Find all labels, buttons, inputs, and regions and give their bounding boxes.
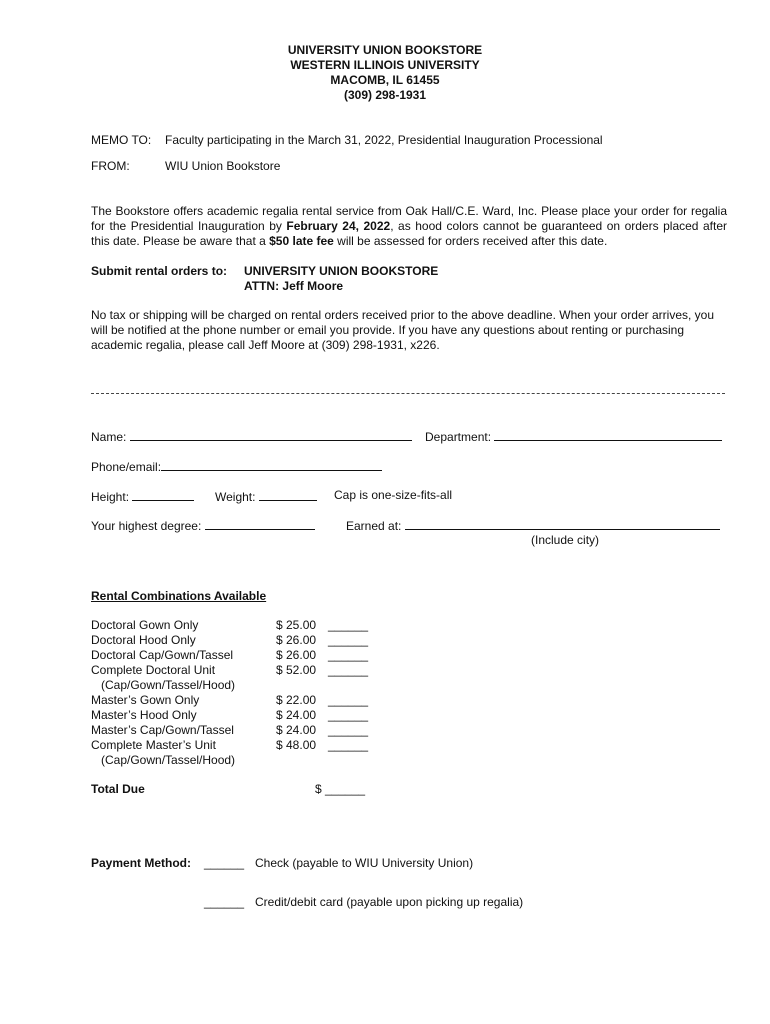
rental-item-label: Complete Doctoral Unit — [91, 663, 216, 677]
rental-item-price: $ 52.00 — [276, 663, 317, 677]
memo-from-value: WIU Union Bookstore — [165, 159, 281, 173]
weight-field[interactable] — [215, 488, 317, 504]
rental-item-quantity-blank[interactable]: ______ — [328, 693, 369, 707]
payment-check-option: Check (payable to WIU University Union) — [255, 856, 474, 870]
height-input-line[interactable] — [132, 488, 194, 501]
name-input-line[interactable] — [130, 428, 412, 441]
earned-at-input-line[interactable] — [405, 517, 720, 530]
rental-item-price: $ 22.00 — [276, 693, 317, 707]
phone-email-field[interactable] — [91, 458, 382, 474]
rental-item-label: Master’s Hood Only — [91, 708, 197, 722]
rental-item-label: Doctoral Gown Only — [91, 618, 199, 632]
department-input-line[interactable] — [494, 428, 722, 441]
memo-from-label: FROM: — [91, 159, 130, 173]
name-field[interactable] — [91, 428, 412, 444]
submit-label: Submit rental orders to: — [91, 264, 228, 278]
rental-item-quantity-blank[interactable]: ______ — [328, 648, 369, 662]
rental-item-price: $ 26.00 — [276, 633, 317, 647]
weight-input-line[interactable] — [259, 488, 317, 501]
rental-item-price: $ 25.00 — [276, 618, 317, 632]
header-line-3: MACOMB, IL 61455 — [330, 73, 440, 87]
rental-item-quantity-blank[interactable]: ______ — [328, 738, 369, 752]
rental-item-label: Doctoral Cap/Gown/Tassel — [91, 648, 234, 662]
rental-item-price: $ 26.00 — [276, 648, 317, 662]
cut-line-divider — [91, 393, 725, 394]
total-due-blank[interactable]: $ ______ — [315, 782, 366, 796]
cap-note: Cap is one-size-fits-all — [334, 488, 453, 502]
rental-item-label: Master’s Cap/Gown/Tassel — [91, 723, 234, 737]
memo-to-label: MEMO TO: — [91, 133, 152, 147]
include-city-note: (Include city) — [531, 533, 600, 547]
rental-item-label: Master’s Gown Only — [91, 693, 200, 707]
header-line-2: WESTERN ILLINOIS UNIVERSITY — [290, 58, 480, 72]
intro-text-1: The Bookstore offers academic regalia rental service from Oak Hall/C.E. Ward, Inc. Please place your order for regalia for the Presidential Inauguration by — [91, 204, 727, 233]
rental-item-quantity-blank[interactable]: ______ — [328, 633, 369, 647]
deadline-date: February 24, 2022 — [286, 219, 391, 233]
department-label: Department: — [425, 430, 492, 444]
header-line-4: (309) 298-1931 — [343, 88, 427, 102]
weight-label: Weight: — [215, 490, 256, 504]
phone-email-label: Phone/email: — [91, 460, 162, 474]
rental-item-sublabel: (Cap/Gown/Tassel/Hood) — [101, 753, 236, 767]
degree-label: Your highest degree: — [91, 519, 202, 533]
intro-text-2: , as hood colors cannot be guaranteed on orders placed after this date. Please be aware that a — [91, 219, 727, 248]
rental-item-quantity-blank[interactable]: ______ — [328, 618, 369, 632]
rental-item-price: $ 24.00 — [276, 723, 317, 737]
intro-paragraph — [91, 204, 727, 249]
earned-at-label: Earned at: — [346, 519, 402, 533]
header-line-1: UNIVERSITY UNION BOOKSTORE — [287, 43, 483, 57]
rental-item-label: Doctoral Hood Only — [91, 633, 196, 647]
late-fee: $50 late fee — [269, 234, 334, 248]
height-label: Height: — [91, 490, 130, 504]
rental-item-price: $ 24.00 — [276, 708, 317, 722]
rental-title: Rental Combinations Available — [91, 589, 267, 603]
memo-to-value: Faculty participating in the March 31, 2022, Presidential Inauguration Processional — [165, 133, 603, 147]
total-due-label: Total Due — [91, 782, 145, 796]
degree-field[interactable] — [91, 517, 315, 533]
name-label: Name: — [91, 430, 127, 444]
payment-check-blank[interactable]: ______ — [204, 856, 245, 870]
rental-item-sublabel: (Cap/Gown/Tassel/Hood) — [101, 678, 236, 692]
payment-method-label: Payment Method: — [91, 856, 192, 870]
submit-address-line-2: ATTN: Jeff Moore — [244, 279, 344, 293]
earned-at-field[interactable] — [346, 517, 720, 533]
rental-item-label: Complete Master’s Unit — [91, 738, 216, 752]
notice-paragraph: No tax or shipping will be charged on rental orders received prior to the above deadline. When your order arrives, you will be notified at the phone number or email you provide. If you have any questions about renting or purchasing academic regalia, please call Jeff Moore at (309) 298-1931, x226. — [91, 308, 715, 352]
payment-card-blank[interactable]: ______ — [204, 895, 245, 909]
rental-item-price: $ 48.00 — [276, 738, 317, 752]
height-field[interactable] — [91, 488, 194, 504]
payment-card-option: Credit/debit card (payable upon picking up regalia) — [255, 895, 524, 909]
rental-item-quantity-blank[interactable]: ______ — [328, 708, 369, 722]
rental-item-quantity-blank[interactable]: ______ — [328, 663, 369, 677]
bookstore-header — [0, 43, 770, 103]
degree-input-line[interactable] — [205, 517, 315, 530]
rental-item-quantity-blank[interactable]: ______ — [328, 723, 369, 737]
submit-address-line-1: UNIVERSITY UNION BOOKSTORE — [244, 264, 439, 278]
phone-email-input-line[interactable] — [161, 458, 382, 471]
intro-text-3: will be assessed for orders received after this date. — [333, 234, 608, 248]
department-field[interactable] — [425, 428, 722, 444]
